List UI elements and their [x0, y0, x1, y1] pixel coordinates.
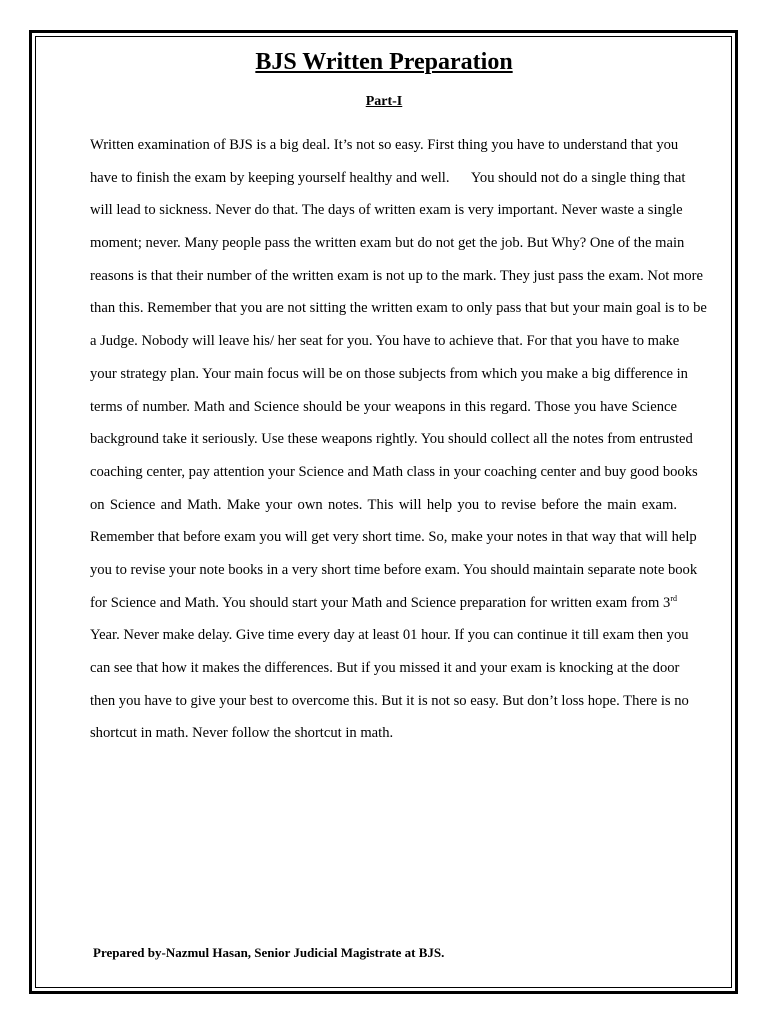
paragraph-line: will lead to sickness. Never do that. The days of written exam is very important. Never waste a single [90, 202, 683, 219]
ordinal-superscript: rd [670, 593, 677, 603]
part-heading: Part-I [365, 94, 403, 109]
paragraph-line: moment; never. Many people pass the written exam but do not get the job. But Why? One of the main [90, 235, 685, 252]
paragraph-line: can see that how it makes the differences. But if you missed it and your exam is knocking at the door [90, 660, 680, 676]
paragraph-line: then you have to give your best to overcome this. But it is not so easy. But don’t loss hope. There is no [90, 692, 689, 709]
paragraph-line: than this. Remember that you are not sitting the written exam to only pass that but your main goal is to be [90, 300, 707, 317]
paragraph-line: coaching center, pay attention your Science and Math class in your coaching center and buy good books [90, 463, 698, 480]
paragraph-line: on Science and Math. Make your own notes. This will help you to revise before the main exam. [90, 496, 677, 513]
paragraph-line: background take it seriously. Use these weapons rightly. You should collect all the notes from entrusted [90, 431, 693, 448]
paragraph-line: your strategy plan. Your main focus will be on those subjects from which you make a big difference in [90, 365, 688, 382]
paragraph-line: have to finish the exam by keeping yourself healthy and well. You should not do a single thing that [90, 169, 686, 186]
paragraph-line: terms of number. Math and Science should be your weapons in this regard. Those you have Science [90, 398, 677, 415]
page-title: BJS Written Preparation [255, 49, 513, 75]
body-paragraph [90, 134, 707, 755]
paragraph-line: Written examination of BJS is a big deal. It’s not so easy. First thing you have to understand that you [90, 137, 679, 153]
paragraph-line-text: for Science and Math. You should start your Math and Science preparation for written exam from 3 [90, 594, 671, 611]
paragraph-line: a Judge. Nobody will leave his/ her seat for you. You have to achieve that. For that you have to make [90, 333, 680, 350]
author-footer: Prepared by-Nazmul Hasan, Senior Judicial Magistrate at BJS. [93, 945, 445, 960]
paragraph-line-last: shortcut in math. Never follow the shortcut in math. [90, 725, 394, 742]
paragraph-line: you to revise your note books in a very short time before exam. You should maintain separate note book [90, 561, 698, 578]
paragraph-line-with-superscript [90, 592, 677, 625]
paragraph-line: Remember that before exam you will get very short time. So, make your notes in that way that will help [90, 529, 697, 546]
paragraph-line: reasons is that their number of the written exam is not up to the mark. They just pass the exam. Not more [90, 267, 703, 284]
paragraph-line: Year. Never make delay. Give time every day at least 01 hour. If you can continue it till exam then you [90, 627, 689, 644]
